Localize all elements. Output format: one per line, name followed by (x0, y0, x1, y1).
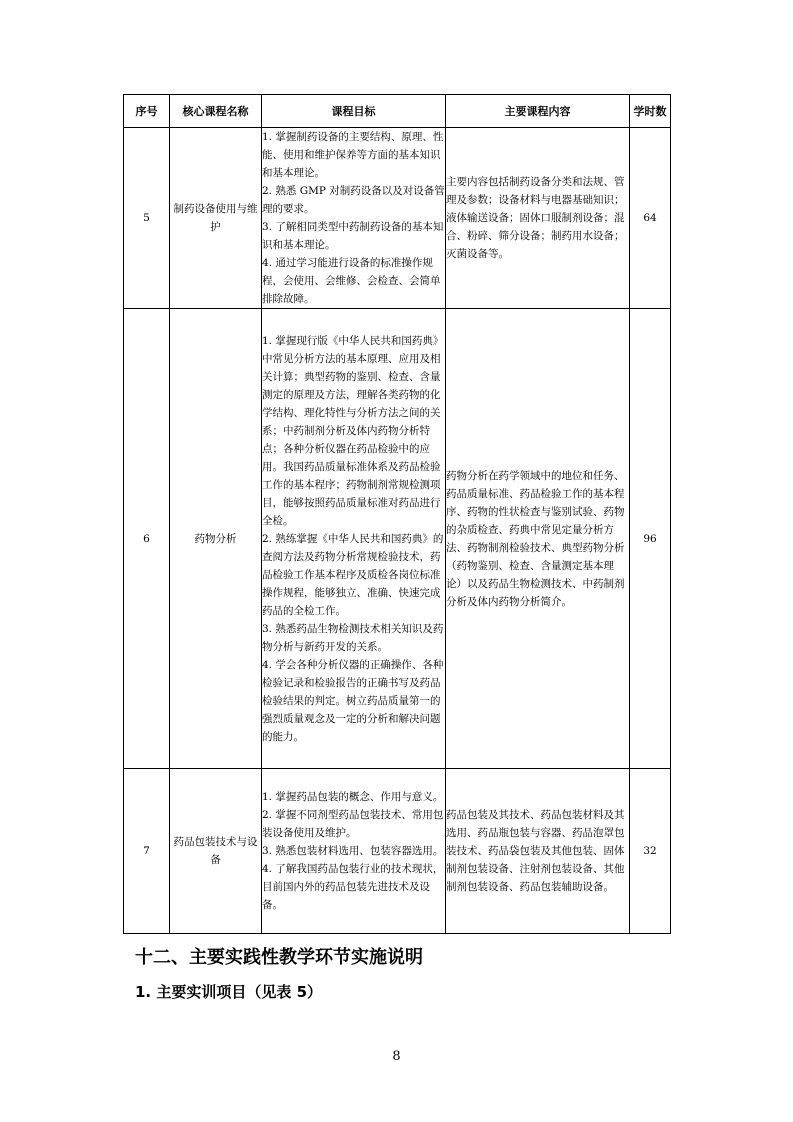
header-course-content: 主要课程内容 (446, 95, 630, 128)
header-hours: 学时数 (630, 95, 671, 128)
row-course-name: 制药设备使用与维护 (170, 128, 262, 309)
row-no: 6 (124, 309, 170, 769)
row-course-content (446, 769, 630, 934)
course-table (123, 94, 671, 934)
content-text: 药物分析在药学领域中的地位和任务、药品质量标准、药品检验工作的基本程序、药物的性状检查与鉴别试验、药物的杂质检查、药典中常见定量分析方法、药物制剂检验技术、典型药物分析（药物鉴别、检查、含量测定基本理论）以及药品生物检测技术、中药制剂分析及体内药物分析简介。 (446, 469, 625, 608)
goal-item: 4. 通过学习能进行设备的标准操作规程，会使用、会维修、会检查、会简单排除故障。 (262, 257, 441, 305)
goal-item: 4. 学会各种分析仪器的正确操作、各种检验记录和检验报告的正确书写及药品检验结果的判定。树立药品质量第一的强烈质量观念及一定的分析和解决问题的能力。 (262, 658, 444, 743)
goal-item: 4. 了解我国药品包装行业的技术现状，目前国内外的药品包装先进技术及设备。 (262, 863, 444, 911)
table-row (124, 769, 671, 934)
row-hours: 64 (630, 128, 671, 309)
row-hours: 96 (630, 309, 671, 769)
page-number: 8 (392, 1049, 401, 1064)
section-heading: 十二、主要实践性教学环节实施说明 (135, 947, 423, 968)
sub-heading: 1. 主要实训项目（见表 5） (135, 983, 323, 1001)
goal-item: 2. 掌握不同剂型药品包装技术、常用包装设备使用及维护。 (262, 809, 444, 839)
header-course-name: 核心课程名称 (170, 95, 262, 128)
goal-item: 3. 熟悉包装材料选用、包装容器选用。 (262, 845, 444, 857)
row-course-goals (262, 769, 446, 934)
goal-item: 1. 掌握制药设备的主要结构、原理、性能、使用和维护保养等方面的基本知识和基本理论。 (262, 131, 444, 179)
row-course-name: 药物分析 (170, 309, 262, 769)
goal-item: 3. 了解相同类型中药制药设备的基本知识和基本理论。 (262, 221, 444, 251)
table-row (124, 309, 671, 769)
row-course-goals (262, 128, 446, 309)
goal-item: 2. 熟悉 GMP 对制药设备以及对设备管理的要求。 (262, 185, 445, 215)
content-text: 主要内容包括制药设备分类和法规、管理及参数；设备材料与电器基础知识；液体输送设备；固体口服制剂设备；混合、粉碎、筛分设备；制药用水设备；灭菌设备等。 (446, 176, 625, 260)
header-course-goal: 课程目标 (262, 95, 446, 128)
row-hours: 32 (630, 769, 671, 934)
content-text: 药品包装及其技术、药品包装材料及其选用、药品瓶包装与容器、药品泡罩包装技术、药品袋包装及其他包装、固体制剂包装设备、注射剂包装设备、其他制剂包装设备、药品包装辅助设备。 (446, 809, 625, 893)
row-course-content (446, 309, 630, 769)
row-no: 7 (124, 769, 170, 934)
row-course-goals (262, 309, 446, 769)
row-no: 5 (124, 128, 170, 309)
header-no: 序号 (124, 95, 170, 128)
row-course-name: 药品包装技术与设备 (170, 769, 262, 934)
goal-item: 3. 熟悉药品生物检测技术相关知识及药物分析与新药开发的关系。 (262, 622, 444, 653)
goal-item: 1. 掌握药品包装的概念、作用与意义。 (262, 791, 444, 803)
goal-item: 2. 熟练掌握《中华人民共和国药典》的查阅方法及药物分析常规检验技术，药品检验工作基本程序及质检各岗位标准操作规程，能够独立、准确、快速完成药品的全检工作。 (262, 532, 444, 617)
goal-item: 1. 掌握现行版《中华人民共和国药典》中常见分析方法的基本原理、应用及相关计算；典型药物的鉴别、检查、含量测定的原理及方法，理解各类药物的化学结构、理化特性与分析方法之间的关系；中药制剂分析及体内药物分析特点；各种分析仪器在药品检验中的应用。我国药品质量标准体系及药品检验工作的基本程序；药物制剂常规检测项目，能够按照药品质量标准对药品进行全检。 (262, 334, 444, 527)
table-row (124, 128, 671, 309)
table-header-row (124, 95, 671, 128)
row-course-content (446, 128, 630, 309)
